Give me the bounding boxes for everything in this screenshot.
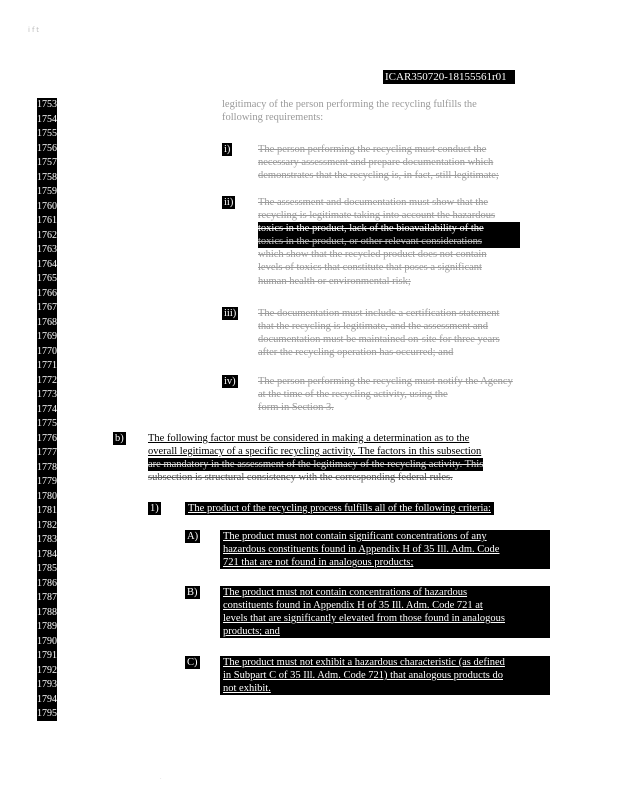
line-number: 1778 xyxy=(37,461,57,473)
criterion-line: constituents found in Appendix H of 35 Ill. Adm. Code 721 at xyxy=(223,600,483,612)
line-number: 1775 xyxy=(37,418,57,429)
section-b-line: The following factor must be considered in making a determination as to the xyxy=(148,433,470,444)
section-b-line: overall legitimacy of a specific recycling activity. The factors in this subsection xyxy=(148,446,482,458)
line-number: 1795 xyxy=(37,708,57,719)
section-b-number: b) xyxy=(115,433,124,444)
line-number: 1767 xyxy=(37,302,57,313)
item-line-highlighted: toxics in the product, or other relevant considerations xyxy=(258,235,520,248)
line-number: 1790 xyxy=(37,635,57,647)
line-number: 1779 xyxy=(37,476,57,487)
line-number: 1792 xyxy=(37,664,57,676)
item-i-text xyxy=(258,143,499,182)
item-line: that the recycling is legitimate, and the assessment and xyxy=(258,321,489,333)
item-line: documentation must be maintained on-site for three years xyxy=(258,334,500,346)
criterion-line: The product must not contain concentrations of hazardous xyxy=(223,587,468,598)
item-ii-text xyxy=(258,196,520,288)
line-number: 1754 xyxy=(37,113,57,125)
line-number: 1780 xyxy=(37,490,57,502)
criterion-line: The product must not exhibit a hazardous characteristic (as defined xyxy=(223,657,505,668)
line-number: 1770 xyxy=(37,345,57,357)
footer-mark: . xyxy=(160,775,162,781)
line-number: 1760 xyxy=(37,200,57,212)
document-header-id: ICAR350720-18155561r01 xyxy=(383,70,515,84)
criterion-line: not exhibit. xyxy=(223,683,271,695)
item-line: recycling is legitimate taking into account the hazardous xyxy=(258,210,496,222)
item-line: levels of toxics that constitute that poses a significant xyxy=(258,262,482,274)
criterion-c-number: C) xyxy=(187,657,198,668)
line-number: 1753 xyxy=(37,99,57,110)
criterion-a-number: A) xyxy=(187,531,199,542)
line-number-column xyxy=(37,98,57,721)
item-line: which show that the recycled product does not contain xyxy=(258,249,487,261)
line-number: 1794 xyxy=(37,693,57,705)
criterion-line: in Subpart C of 35 Ill. Adm. Code 721) that analogous products do xyxy=(223,670,503,682)
intro-paragraph xyxy=(222,98,477,124)
line-number: 1793 xyxy=(37,679,57,690)
subsection-1-number: 1) xyxy=(150,503,159,514)
criterion-line: hazardous constituents found in Appendix H of 35 Ill. Adm. Code xyxy=(223,544,500,556)
line-number: 1771 xyxy=(37,360,57,371)
item-number-iii: iii) xyxy=(224,308,237,319)
corner-mark: ift xyxy=(28,26,42,34)
criterion-line: products; and xyxy=(223,626,280,638)
line-number: 1755 xyxy=(37,128,57,139)
line-number: 1764 xyxy=(37,258,57,270)
line-number: 1765 xyxy=(37,273,57,284)
item-line-highlighted: toxics in the product, lack of the bioavailability of the xyxy=(258,222,520,235)
line-number: 1759 xyxy=(37,186,57,197)
line-number: 1782 xyxy=(37,519,57,531)
line-number: 1763 xyxy=(37,244,57,255)
item-line: demonstrates that the recycling is, in fact, still legitimate; xyxy=(258,170,499,182)
line-number: 1784 xyxy=(37,548,57,560)
line-number: 1776 xyxy=(37,432,57,444)
line-number: 1757 xyxy=(37,157,57,168)
item-iii-text xyxy=(258,307,500,359)
line-number: 1758 xyxy=(37,171,57,183)
item-line: form in Section 3. xyxy=(258,402,334,414)
criterion-line: The product must not contain significant concentrations of any xyxy=(223,531,487,542)
criterion-a-text xyxy=(220,530,550,569)
criterion-line: 721 that are not found in analogous products; xyxy=(223,557,414,569)
criterion-c-text xyxy=(220,656,550,695)
section-b-text xyxy=(148,432,483,484)
section-b-line-highlighted: are mandatory in the assessment of the legitimacy of the recycling activity. This xyxy=(148,459,484,471)
item-line: The assessment and documentation must show that the xyxy=(258,197,489,208)
line-number: 1772 xyxy=(37,374,57,386)
item-line: necessary assessment and prepare documentation which xyxy=(258,157,494,169)
line-number: 1774 xyxy=(37,403,57,415)
item-line: after the recycling operation has occurred; and xyxy=(258,347,454,359)
line-number: 1761 xyxy=(37,215,57,226)
intro-line: following requirements: xyxy=(222,112,324,124)
line-number: 1766 xyxy=(37,287,57,299)
subsection-1-text xyxy=(185,502,494,515)
line-number: 1787 xyxy=(37,592,57,603)
line-number: 1756 xyxy=(37,142,57,154)
item-line: The documentation must include a certification statement xyxy=(258,308,500,319)
line-number: 1785 xyxy=(37,563,57,574)
line-number: 1769 xyxy=(37,331,57,342)
item-number-iv: iv) xyxy=(224,376,236,387)
item-line: The person performing the recycling must notify the Agency xyxy=(258,376,513,387)
criterion-line: levels that are significantly elevated from those found in analogous xyxy=(223,613,505,625)
subsection-1-line: The product of the recycling process fulfills all of the following criteria: xyxy=(188,503,491,514)
item-line: human health or environmental risk; xyxy=(258,275,411,287)
item-line: at the time of the recycling activity, using the xyxy=(258,389,448,401)
section-b-line: subsection is structural consistency with the corresponding federal rules. xyxy=(148,472,453,484)
line-number: 1789 xyxy=(37,621,57,632)
line-number: 1788 xyxy=(37,606,57,618)
line-number: 1786 xyxy=(37,577,57,589)
criterion-b-text xyxy=(220,586,550,638)
line-number: 1783 xyxy=(37,534,57,545)
line-number: 1768 xyxy=(37,316,57,328)
line-number: 1773 xyxy=(37,389,57,400)
criterion-b-number: B) xyxy=(187,587,198,598)
item-iv-text xyxy=(258,375,513,414)
item-number-i: i) xyxy=(224,144,231,155)
line-number: 1781 xyxy=(37,505,57,516)
line-number: 1791 xyxy=(37,650,57,661)
intro-line: legitimacy of the person performing the recycling fulfills the xyxy=(222,99,477,110)
item-number-ii: ii) xyxy=(224,197,234,208)
item-line: The person performing the recycling must conduct the xyxy=(258,144,487,155)
line-number: 1777 xyxy=(37,447,57,458)
line-number: 1762 xyxy=(37,229,57,241)
